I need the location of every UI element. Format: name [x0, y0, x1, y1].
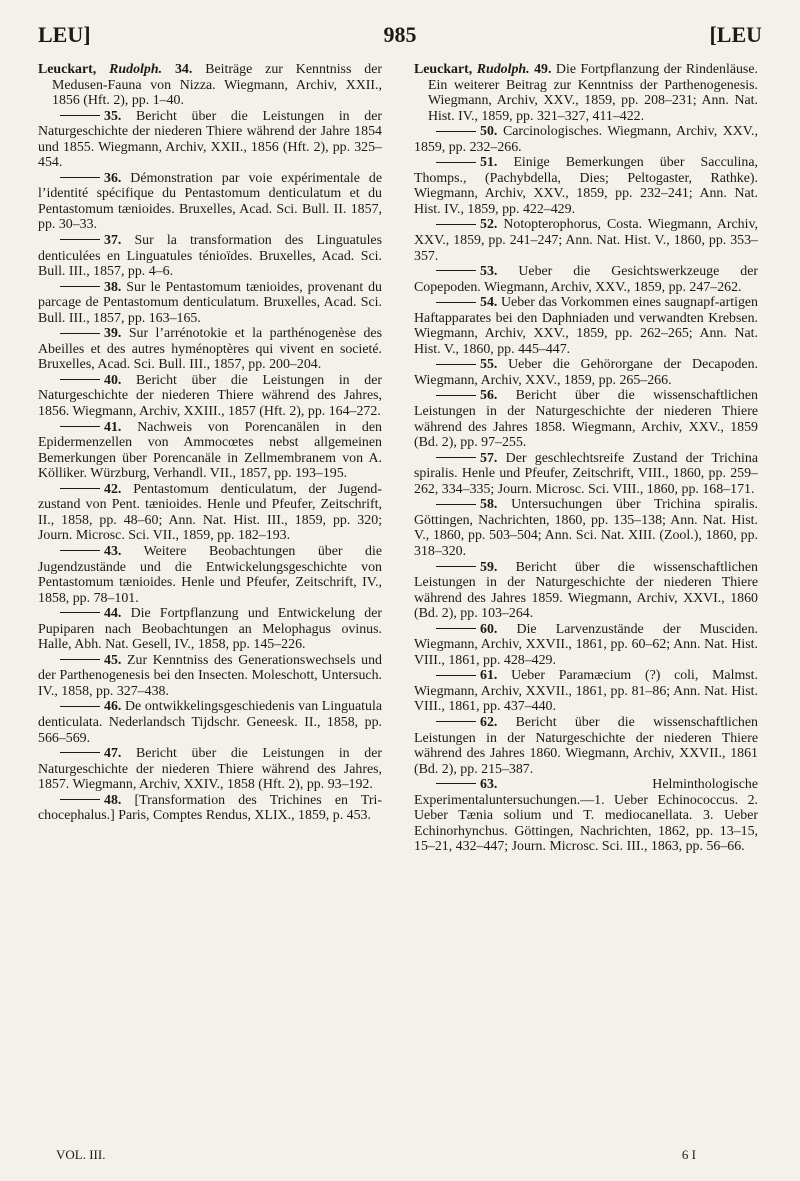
bibliography-entry: [38, 699, 382, 746]
author-name: Leuckart,: [414, 62, 473, 77]
ditto-rule: [60, 333, 100, 334]
bibliography-entry: [414, 124, 758, 155]
entry-number: 58.: [480, 497, 498, 513]
ditto-rule: [436, 364, 476, 365]
entry-number: 45.: [104, 652, 122, 668]
volume-label: VOL. III.: [56, 1147, 106, 1162]
entry-number: 40.: [104, 372, 122, 388]
ditto-rule: [436, 721, 476, 722]
entry-citation: Die Fortpflanzung der Rindenläuse. Ein weiterer Beitrag zur Kenntniss der Parthenogenesis. Wiegmann, Archiv, XXV., 1859, pp. 208–231; Ann. Nat. Hist. IV., 1859, pp. 321–327, 411–422.: [428, 62, 758, 124]
bibliography-entry: [38, 653, 382, 700]
entry-citation: Notopterophorus, Costa. Wiegmann, Archiv, XXV., 1859, pp. 241–247; Ann. Nat. Hist. V., 1860, pp. 353–357.: [414, 217, 758, 264]
entry-citation: [Transformation des Trichines en Tri-chocephalus.] Paris, Comptes Rendus, XLIX., 1859, p. 453.: [38, 792, 382, 824]
bibliography-entry: [38, 482, 382, 544]
ditto-rule: [60, 799, 100, 800]
ditto-rule: [436, 566, 476, 567]
page-number: 985: [383, 22, 417, 47]
header-right-guide: [LEU: [709, 22, 762, 47]
entry-citation: Démonstration par voie expérimentale de l’identité spécifique du Pentastomum denticulatum et du Pentastomum tænioides. Bruxelles, Acad. Sci. Bull. II. 1857, pp. 30–33.: [38, 170, 382, 233]
entry-citation: Sur l’arrénotokie et la parthénogenèse des Abeilles et des autres hyménoptères qui vivent en societé. Bruxelles, Acad. Sci. Bull. III., 1857, pp. 200–204.: [38, 326, 382, 373]
author-given-name: Rudolph.: [109, 62, 163, 77]
bibliography-entry: [38, 62, 382, 109]
entry-number: 59.: [480, 559, 498, 575]
bibliography-entry: [414, 155, 758, 217]
entry-citation: Nachweis von Porencanälen in den Epidermenzellen von Ammocœtes nebst allgemeinen Bemerkungen über Porencanäle in Zellmembranem von A. Kölliker. Würzburg, Verhandl. VII., 1857, pp. 193–195.: [38, 419, 382, 482]
entry-citation: Sur le Pentastomum tænioides, provenant du parcage de Pentastomum denticulatum. Bruxelles, Acad. Sci. Bull. III., 1857, pp. 163–165.: [38, 279, 382, 326]
entry-number: 44.: [104, 606, 122, 622]
entry-citation: Die Fortpflanzung und Entwickelung der Pupiparen nach Beobachtungen an Melophagus ovinus. Halle, Abh. Nat. Gesell, IV., 1858, pp. 145–226.: [38, 606, 382, 653]
entry-citation: Ueber die Gesichtswerkzeuge der Copepoden. Wiegmann, Archiv, XXV., 1859, pp. 247–262.: [414, 264, 758, 295]
bibliography-entry: [38, 544, 382, 606]
bibliography-entry: [414, 295, 758, 357]
entry-citation: Carcinologisches. Wiegmann, Archiv, XXV., 1859, pp. 232–266.: [414, 124, 758, 155]
entry-number: 51.: [480, 155, 498, 171]
entry-number: 56.: [480, 388, 498, 404]
entry-citation: Bericht über die wissenschaftlichen Leistungen in der Naturgeschichte der niederen Thiere während des Jahres 1859. Wiegmann, Archiv, XXVI., 1860 (Bd. 2), pp. 103–264.: [414, 559, 758, 622]
bibliography-entry: [38, 233, 382, 280]
bibliography-entry: [38, 746, 382, 793]
bibliography-entry: [38, 280, 382, 327]
entry-citation: Weitere Beobachtungen über die Jugendzustände und die Entwickelungsgeschichte von Pentastomum tænioides. Henle und Pfeufer, Zeitschrift, IV., 1858, pp. 78–101.: [38, 543, 382, 606]
ditto-rule: [60, 488, 100, 489]
ditto-rule: [60, 706, 100, 707]
entry-number: 48.: [104, 792, 122, 808]
entry-number: 62.: [480, 714, 498, 730]
entry-number: 38.: [104, 279, 122, 295]
header-left-guide: LEU]: [38, 22, 91, 47]
bibliography-entry: [414, 264, 758, 295]
bibliography-entry: [38, 373, 382, 420]
author-given-name: Rudolph.: [476, 62, 530, 77]
right-column: [414, 62, 758, 855]
entry-citation: Untersuchungen über Trichina spiralis. Göttingen, Nachrichten, 1860, pp. 135–138; Ann. Nat. Hist. V., 1860, pp. 503–504; Ann. Sci. Nat. XIII. (Zool.), 1860, pp. 318–320.: [414, 497, 758, 559]
ditto-rule: [436, 628, 476, 629]
bibliography-entry: [414, 715, 758, 777]
entry-number: 55.: [480, 357, 498, 373]
entry-citation: Sur la transformation des Linguatules denticulées en Linguatules ténioïdes. Bruxelles, Acad. Sci. Bull. III., 1857, pp. 4–6.: [38, 233, 382, 280]
entry-citation: Bericht über die Leistungen in der Naturgeschichte der niederen Thiere während des Jahres, 1857. Wiegmann, Archiv, XXIV., 1858 (Hft. 2), pp. 93–192.: [38, 746, 382, 793]
ditto-rule: [436, 783, 476, 784]
entry-citation: Bericht über die wissenschaftlichen Leistungen in der Naturgeschichte der niederen Thiere während des Jahres 1858. Wiegmann, Archiv, XXV., 1859 (Bd. 2), pp. 97–255.: [414, 388, 758, 451]
bibliography-entry: [38, 171, 382, 233]
entry-citation: Beiträge zur Kenntniss der Medusen-Fauna von Nizza. Wiegmann, Archiv, XXII., 1856 (Hft. 2), pp. 1–40.: [52, 62, 382, 109]
entry-number: 36.: [104, 170, 122, 186]
ditto-rule: [436, 457, 476, 458]
entry-citation: Ueber das Vorkommen eines saugnapf-artigen Haftapparates bei den Daphniaden und verwandten Krebsen. Wiegmann, Archiv, XXV., 1859, pp. 262–265; Ann. Nat. Hist. V., 1860, pp. 445–447.: [414, 295, 758, 357]
ditto-rule: [60, 612, 100, 613]
bibliography-entry: [414, 777, 758, 855]
bibliography-entry: [414, 622, 758, 669]
ditto-rule: [436, 395, 476, 396]
bibliography-entry: [414, 62, 758, 124]
entry-number: 53.: [480, 264, 498, 280]
bibliography-entry: [414, 388, 758, 450]
bibliography-entry: [414, 451, 758, 498]
ditto-rule: [60, 752, 100, 753]
ditto-rule: [436, 162, 476, 163]
ditto-rule: [436, 270, 476, 271]
ditto-rule: [60, 426, 100, 427]
entry-citation: De ontwikkelingsgeschiedenis van Linguatula denticulata. Nederlandsch Tijdschr. Geneesk. II., 1858, pp. 566–569.: [38, 699, 382, 746]
ditto-rule: [436, 131, 476, 132]
entry-citation: Bericht über die Leistungen in der Naturgeschichte der niederen Thiere während der Jahre 1854 und 1855. Wiegmann, Archiv, XXII., 1856 (Hft. 2), pp. 325–454.: [38, 108, 382, 171]
ditto-rule: [436, 224, 476, 225]
entry-number: 37.: [104, 233, 122, 249]
signature-mark: 6 I: [681, 1147, 696, 1162]
bibliography-entry: [414, 217, 758, 264]
bibliography-entry: [38, 606, 382, 653]
author-name: Leuckart,: [38, 62, 97, 77]
entry-citation: Ueber die Gehörorgane der Decapoden. Wiegmann, Archiv, XXV., 1859, pp. 265–266.: [414, 357, 758, 388]
page-footer: [38, 1147, 762, 1165]
entry-number: 49.: [534, 62, 552, 77]
bibliography-entry: [414, 560, 758, 622]
ditto-rule: [436, 504, 476, 505]
entry-citation: Ueber Paramæcium (?) coli, Malmst. Wiegmann, Archiv, XXVII., 1861, pp. 81–86; Ann. Nat. Hist. VIII., 1861, pp. 437–440.: [414, 668, 758, 715]
entry-number: 39.: [104, 326, 122, 342]
bibliography-entry: [414, 668, 758, 715]
ditto-rule: [60, 379, 100, 380]
bibliography-entry: [38, 109, 382, 171]
bibliography-entry: [38, 326, 382, 373]
entry-citation: Einige Bemerkungen über Sacculina, Thomps., (Pachybdella, Dies; Peltogaster, Rathke). Wiegmann, Archiv, XXV., 1859, pp. 232–241; Ann. Nat. Hist. IV., 1859, pp. 422–429.: [414, 155, 758, 217]
entry-citation: Der geschlechtsreife Zustand der Trichina spiralis. Henle und Pfeufer, Zeitschrift, VIII., 1860, pp. 259–262, 334–335; Journ. Microsc. Sci. VIII., 1860, pp. 168–171.: [414, 450, 758, 497]
entry-citation: Zur Kenntniss des Generationswechsels und der Parthenogenesis bei den Insecten. Moleschott, Untersuch. IV., 1858, pp. 327–438.: [38, 652, 382, 699]
entry-number: 42.: [104, 481, 122, 497]
entry-number: 54.: [480, 295, 498, 311]
entry-number: 47.: [104, 746, 122, 762]
entry-number: 43.: [104, 543, 122, 559]
ditto-rule: [436, 302, 476, 303]
entry-number: 52.: [480, 217, 498, 233]
entry-number: 34.: [174, 62, 193, 77]
left-column: [38, 62, 382, 824]
entry-number: 63.: [480, 777, 498, 793]
entry-citation: Bericht über die Leistungen in der Naturgeschichte der niederen Thiere während des Jahres, 1856. Wiegmann, Archiv, XXIII., 1857 (Hft. 2), pp. 164–272.: [38, 372, 382, 420]
ditto-rule: [60, 659, 100, 660]
entry-citation: Pentastomum denticulatum, der Jugend-zustand von Pent. tænioides. Henle und Pfeufer, Zeitschrift, II., 1858, pp. 48–60; Ann. Nat. Hist. III., 1859, pp. 320; Journ. Microsc. Sci. VII., 1859, pp. 182–193.: [38, 481, 382, 544]
ditto-rule: [60, 286, 100, 287]
bibliography-entry: [414, 497, 758, 559]
entry-number: 35.: [104, 108, 122, 124]
entry-number: 46.: [104, 699, 122, 715]
entry-number: 41.: [104, 419, 122, 435]
ditto-rule: [436, 675, 476, 676]
bibliography-entry: [414, 357, 758, 388]
running-header: [38, 22, 762, 52]
ditto-rule: [60, 550, 100, 551]
entry-number: 60.: [480, 621, 498, 637]
ditto-rule: [60, 239, 100, 240]
entry-citation: Helminthologische Experimentaluntersuchungen.—1. Ueber Echinococcus. 2. Ueber Tænia solium und T. mediocanellata. 3. Ueber Echinorhynchus. Göttingen, Nachrichten, 1862, pp. 13–15, 15–21, 432–447; Journ. Microsc. Sci. III., 1863, pp. 56–66.: [414, 777, 758, 855]
entry-citation: Bericht über die wissenschaftlichen Leistungen in der Naturgeschichte der niederen Thiere während des Jahres 1860. Wiegmann, Archiv, XXVII., 1861 (Bd. 2), pp. 215–387.: [414, 714, 758, 777]
ditto-rule: [60, 115, 100, 116]
ditto-rule: [60, 177, 100, 178]
entry-number: 57.: [480, 450, 498, 466]
bibliography-entry: [38, 793, 382, 824]
entry-citation: Die Larvenzustände der Musciden. Wiegmann, Archiv, XXVII., 1861, pp. 60–62; Ann. Nat. Hist. VIII., 1861, pp. 428–429.: [414, 621, 758, 668]
entry-number: 50.: [480, 124, 498, 140]
entry-number: 61.: [480, 668, 498, 684]
bibliography-entry: [38, 420, 382, 482]
